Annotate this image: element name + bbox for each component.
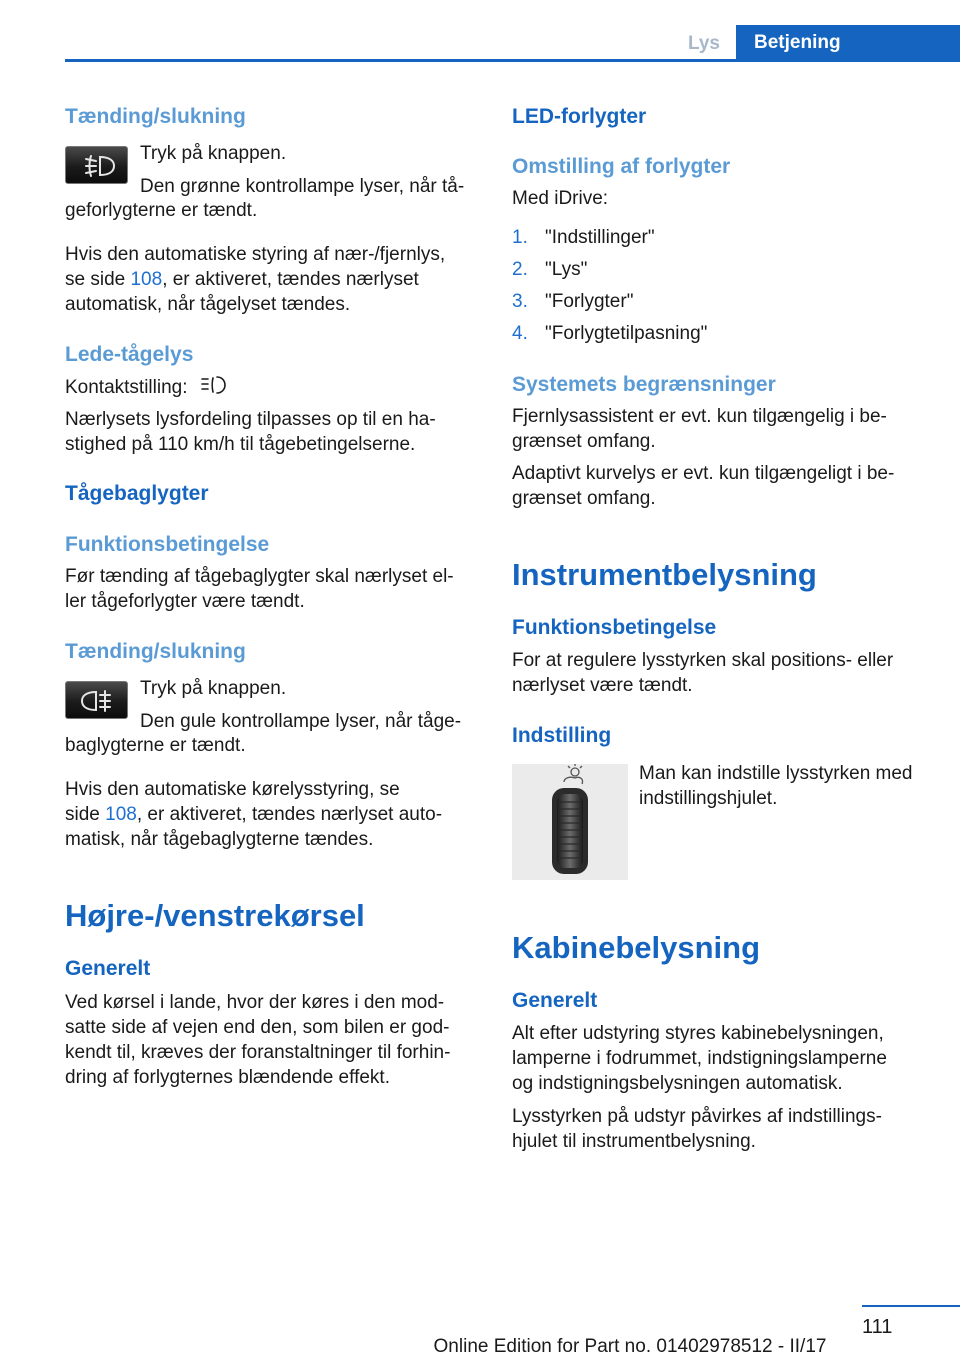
page-header — [0, 0, 960, 62]
list-text: "Forlygtetilpasning" — [545, 323, 708, 344]
body-text: Lysstyrken på udstyr påvirkes af indstillings- — [512, 1106, 882, 1127]
body-text: dring af forlygternes blændende effekt. — [65, 1067, 390, 1088]
ignition-position-icon — [199, 374, 227, 396]
list-text: "Indstillinger" — [545, 227, 655, 248]
body-text: Hvis den automatiske styring af nær-/fjernlys, — [65, 244, 446, 265]
body-text: For at regulere lysstyrken skal positions- eller — [512, 650, 894, 671]
body-text — [65, 374, 480, 401]
section-heading: Tågebaglygter — [65, 482, 209, 505]
chapter-title: Kabinebelysning — [512, 930, 761, 965]
list-text: "Lys" — [545, 259, 588, 280]
body-text — [65, 267, 480, 293]
text-span: , er aktiveret, tændes nærlyset auto- — [136, 804, 443, 825]
page-link[interactable]: 108 — [105, 804, 137, 825]
list-number: 2. — [512, 259, 528, 280]
sub-heading: Indstilling — [512, 724, 612, 747]
body-text: Den gule kontrollampe lyser, når tåge- — [140, 711, 462, 732]
body-text: nærlyset være tændt. — [512, 675, 693, 696]
body-text: matisk, når tågebaglygterne tændes. — [65, 829, 374, 850]
page-number: 111 — [862, 1316, 893, 1338]
body-text: Fjernlysassistent er evt. kun tilgængelig i be- — [512, 406, 887, 427]
chapter-tab: Betjening — [736, 25, 960, 61]
body-text: og indstigningsbelysningen automatisk. — [512, 1073, 843, 1094]
text-span: Kontaktstilling: — [65, 377, 188, 398]
section-heading: LED-forlygter — [512, 105, 647, 128]
body-text: kendt til, kræves der foranstaltninger til forhin- — [65, 1042, 451, 1063]
body-text: Ved kørsel i lande, hvor der køres i den mod- — [65, 992, 445, 1013]
header-rule — [65, 59, 960, 62]
body-text: satte side af vejen end den, som bilen er god- — [65, 1017, 450, 1038]
body-text: Man kan indstille lysstyrken med — [639, 763, 913, 784]
body-text: geforlygterne er tændt. — [65, 200, 258, 221]
body-text: automatisk, når tågelyset tændes. — [65, 294, 351, 315]
body-text: Adaptivt kurvelys er evt. kun tilgængeligt i be- — [512, 463, 895, 484]
sub-heading: Generelt — [512, 989, 598, 1012]
section-tab: Lys — [687, 33, 721, 54]
text-span: side — [65, 804, 106, 825]
text-span: se side — [65, 269, 131, 290]
sub-heading: Generelt — [65, 957, 151, 980]
dimmer-wheel-icon — [512, 764, 628, 880]
instruction-text: Tryk på knappen. — [140, 143, 287, 164]
page-link[interactable]: 108 — [130, 269, 163, 290]
section-heading: Lede-tågelys — [65, 343, 194, 366]
sub-heading: Omstilling af forlygter — [512, 155, 731, 178]
body-text: ler tågeforlygter være tændt. — [65, 591, 305, 612]
sub-heading: Funktionsbetingelse — [65, 533, 270, 556]
text-span: , er aktiveret, tændes nærlyset — [162, 269, 419, 290]
list-number: 1. — [512, 227, 528, 248]
body-text: stighed på 110 km/h til tågebetingelserne. — [65, 434, 416, 455]
chapter-title: Højre-/venstrekørsel — [65, 898, 365, 933]
body-text: Den grønne kontrollampe lyser, når tå- — [140, 176, 465, 197]
body-text: indstillingshjulet. — [639, 788, 778, 809]
front-fog-light-icon — [65, 146, 128, 184]
list-number: 3. — [512, 291, 528, 312]
body-text: hjulet til instrumentbelysning. — [512, 1131, 756, 1152]
body-text: Med iDrive: — [512, 188, 609, 209]
body-text — [65, 802, 480, 828]
section-heading: Tænding/slukning — [65, 640, 246, 663]
body-text: Alt efter udstyring styres kabinebelysningen, — [512, 1023, 884, 1044]
body-text: lamperne i fodrummet, indstigningslamperne — [512, 1048, 887, 1069]
sub-heading: Funktionsbetingelse — [512, 616, 717, 639]
body-text: Nærlysets lysfordeling tilpasses op til en ha- — [65, 409, 436, 430]
instruction-text: Tryk på knappen. — [140, 678, 287, 699]
footer-rule — [862, 1305, 960, 1307]
edition-footer: Online Edition for Part no. 01402978512 - II/17 — [433, 1336, 827, 1357]
section-heading: Tænding/slukning — [65, 105, 246, 128]
sub-heading: Systemets begrænsninger — [512, 373, 776, 396]
body-text: grænset omfang. — [512, 431, 656, 452]
body-text: grænset omfang. — [512, 488, 656, 509]
rear-fog-light-icon — [65, 681, 128, 719]
body-text: Før tænding af tågebaglygter skal nærlyset el- — [65, 566, 454, 587]
body-text: baglygterne er tændt. — [65, 735, 246, 756]
list-number: 4. — [512, 323, 528, 344]
chapter-title: Instrumentbelysning — [512, 557, 817, 592]
list-text: "Forlygter" — [545, 291, 634, 312]
body-text: Hvis den automatiske kørelysstyring, se — [65, 779, 400, 800]
